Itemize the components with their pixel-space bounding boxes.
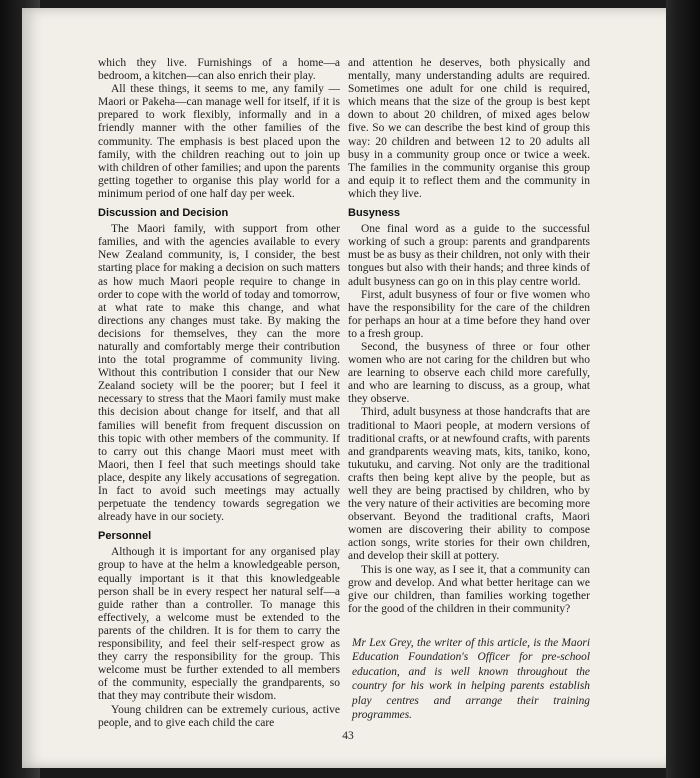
paragraph: and attention he deserves, both physically and mentally, many understanding adults are required. Sometimes one adult for one child is required, which means that the size of the group is best kept down to about 20 children, of mixed ages below five. So we can describe the best kind of group this way: 20 children and between 12 to 20 adults all busy in a community group once or twice a week. The families in the community organise this group and equip it to reflect them and the community in which they live. bbox=[348, 57, 590, 200]
paragraph: The Maori family, with support from other families, and with the agencies available to every New Zealand community, is, I consider, the best starting place for making a decision on such matters as how much Maori people require to change in order to cope with the world of today and tomorrow, at what rate to make this change, and what directions any changes must take. By making the decisions for themselves, they can the more naturally and comfortably merge their contribution into the total programme of community living. Without this contribution I consider that our New Zealand society will be the poorer; but I feel it necessary to stress that the Maori family must make this decision about change for itself, and that all families will benefit from frequent discussion on this topic with other members of the community. If to carry out this change Maori must meet with Maori, then I feel that such meetings should take place, despite any likely accusations of segregation. In fact to avoid such meetings may actually perpetuate the tendency towards segregation we already have in our society. bbox=[98, 223, 340, 524]
paragraph: All these things, it seems to me, any family —Maori or Pakeha—can manage well for itself, if it is prepared to work flexibly, informally and in a friendly manner with the other families of the community. The emphasis is best placed upon the family, with the children reaching out to join up with children of other families; and upon the parents getting together to organise this play world for a minimum period of one half day per week. bbox=[98, 83, 340, 200]
section-heading-busyness: Busyness bbox=[348, 207, 400, 220]
paragraph: This is one way, as I see it, that a community can grow and develop. And what better heritage can we give our children, than families working together for the good of the children in their community? bbox=[348, 563, 590, 615]
paragraph: First, adult busyness of four or five women who have the responsibility for the care of the children for perhaps an hour at a time before they hand over to a fresh group. bbox=[348, 288, 590, 340]
page-number: 43 bbox=[342, 730, 354, 742]
paragraph: Third, adult busyness at those handcrafts that are traditional to Maori people, at modern versions of traditional crafts, or at newfound crafts, with parents and grandparents weaving mats, kits, taniko, kono, tukutuku, and carving. Not only are the traditional crafts then being kept alive by the people, but as well they are being practised by children, who by the very nature of their activities are becoming more observant. Beyond the traditional crafts, Maori women are discovering their ability to compose action songs, write stories for their own children, and develop their skill at pottery. bbox=[348, 406, 590, 563]
section-heading-personnel: Personnel bbox=[98, 530, 152, 543]
right-column bbox=[348, 57, 590, 722]
paragraph: Although it is important for any organised play group to have at the helm a knowledgeable person, equally important is it that this knowledgeable person shall be in every respect her natural self—a guide rather than a controller. To manage this effectively, a welcome must be extended to the parents of the children. It is for them to carry the responsibility, and feel their self-respect grow as they carry the responsibility for the group. This welcome must be further extended to all members of the community, especially the grandparents, so that they may contribute their wisdom. bbox=[98, 546, 340, 703]
paragraph: which they live. Furnishings of a home—a bedroom, a kitchen—can also enrich their play. bbox=[98, 57, 340, 83]
document-page bbox=[22, 8, 674, 768]
paragraph: One final word as a guide to the successful working of such a group: parents and grandparents must be as busy as their children, not only with their tongues but also with their hands; and three kinds of adult busyness can go on in this play centre world. bbox=[348, 223, 590, 288]
left-column bbox=[98, 57, 340, 730]
section-heading-discussion: Discussion and Decision bbox=[98, 207, 229, 220]
author-credit: Mr Lex Grey, the writer of this article, is the Maori Education Foundation's Officer for pre-school education, and is well known throughout the country for his work in helping parents establish play centres and arrange their training programmes. bbox=[352, 636, 590, 721]
paragraph: Young children can be extremely curious, active people, and to give each child the care bbox=[98, 703, 340, 729]
scan-right-border bbox=[666, 0, 700, 778]
paragraph: Second, the busyness of three or four other women who are not caring for the children but who are learning to observe each child more carefully, and who are learning to discuss, as a group, what they observe. bbox=[348, 340, 590, 406]
